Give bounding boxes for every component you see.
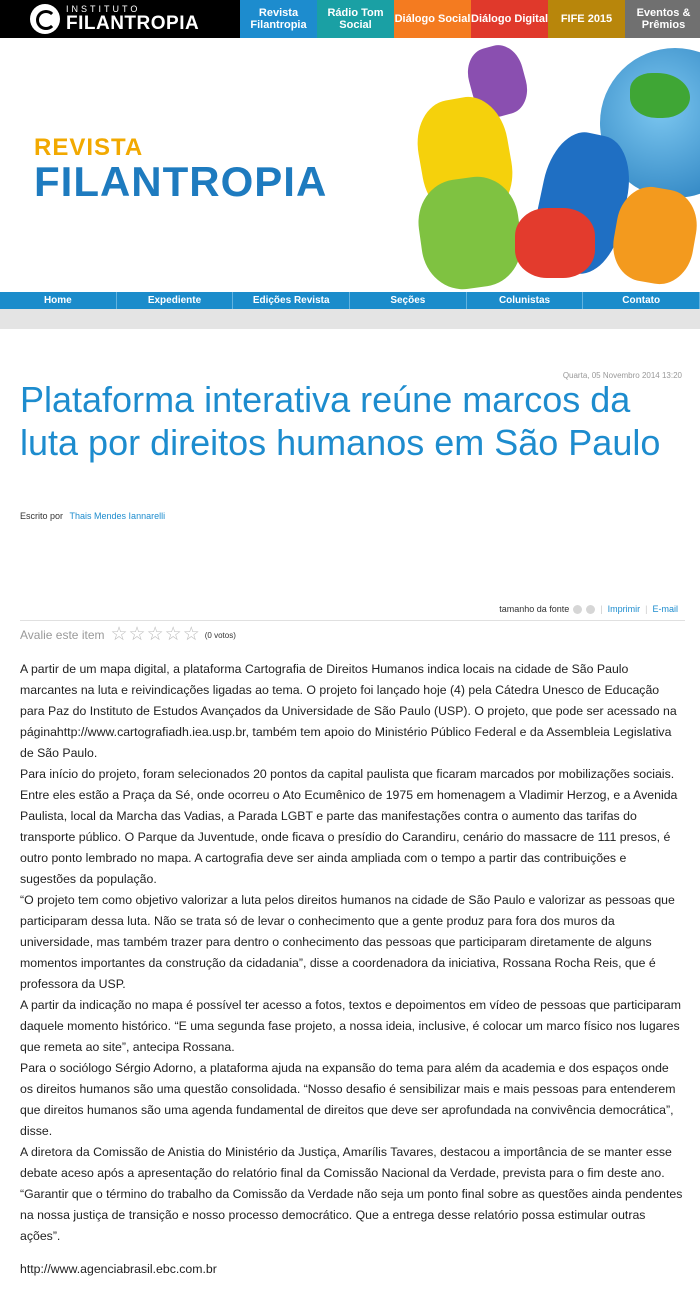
revista-label: REVISTA <box>34 134 144 161</box>
star-4-icon[interactable]: ☆ <box>164 624 182 645</box>
logo-small-text: INSTITUTO <box>66 4 141 14</box>
author-link[interactable]: Thais Mendes Iannarelli <box>69 511 166 521</box>
article-paragraph: “O projeto tem como objetivo valorizar a luta pelos direitos humanos na cidade de São Paulo e valorizar as pessoas que participaram dessa luta. Não se trata só de levar o conhecimento que a gente produz para fora dos muros da universidade, mas também trazer para dentro o conhecimento das pessoas que participaram diretamente de alguns momentos importantes da construção da cidadania”, disse a coordenadora da iniciativa, Rossana Rocha Reis, que é professora da USP. <box>20 893 675 991</box>
nav-secoes[interactable]: Seções <box>350 292 467 309</box>
rating-widget <box>20 624 236 645</box>
article-tools <box>499 604 678 614</box>
revista-filantropia-title[interactable] <box>34 134 328 205</box>
nav-contato[interactable]: Contato <box>583 292 700 309</box>
nav-home[interactable]: Home <box>0 292 117 309</box>
nav-edicoes-revista[interactable]: Edições Revista <box>233 292 350 309</box>
tab-eventos-premios[interactable]: Eventos & Prêmios <box>625 0 700 38</box>
font-increase-icon[interactable] <box>586 605 595 614</box>
separator: | <box>645 604 648 614</box>
font-decrease-icon[interactable] <box>573 605 582 614</box>
tab-fife-2015[interactable]: FIFE 2015 <box>548 0 625 38</box>
nav-expediente[interactable]: Expediente <box>117 292 234 309</box>
vote-count: (0 votos) <box>204 630 236 640</box>
article-paragraph: A diretora da Comissão de Anistia do Ministério da Justiça, Amarílis Tavares, destacou a importância de se manter esse debate aceso após a apresentação do relatório final da Comissão Nacional da Verdade, prevista para o fim deste ano. “Garantir que o término do trabalho da Comissão da Verdade não seja um ponto final sobre as questões ainda pendentes na nossa justiça de transição e nosso processo democrático. Que a entrega desse relatório possa estimular outras ações”. <box>20 1145 683 1243</box>
article-paragraph: Para o sociólogo Sérgio Adorno, a plataforma ajuda na expansão do tema para além da academia e dos espaços onde os direitos humanos são uma questão consolidada. “Nosso desafio é sensibilizar mais e mais pessoas para entenderem que direitos humanos são uma agenda fundamental de direitos que deve ser aprofundada na convivência democrática”, disse. <box>20 1061 676 1138</box>
figure-red <box>515 208 595 278</box>
byline <box>20 511 165 521</box>
article-paragraph: A partir da indicação no mapa é possível ter acesso a fotos, textos e depoimentos em vídeo de pessoas que participaram daquele momento histórico. “E uma segunda fase projeto, a nossa ideia, inclusive, é colocar um marco físico nos lugares que remeta ao site”, antecipa Rossana. <box>20 998 681 1054</box>
filantropia-label: FILANTROPIA <box>34 158 328 205</box>
logo-mark-icon <box>30 4 60 34</box>
article-paragraph: A partir de um mapa digital, a plataforma Cartografia de Direitos Humanos indica locais na cidade de São Paulo marcantes na luta e reivindicações ligadas ao tema. O projeto foi lançado hoje (4) pela Cátedra Unesco de Educação para Paz do Instituto de Estudos Avançados da Universidade de São Paulo (USP). O projeto, que pode ser acessado na páginahttp://www.cartografiadh.iea.usp.br, também tem apoio do Ministério Público Federal e da Assembleia Legislativa de São Paulo. <box>20 662 677 760</box>
tab-dialogo-social[interactable]: Diálogo Social <box>394 0 471 38</box>
hero-banner <box>0 38 700 292</box>
main-nav <box>0 292 700 309</box>
print-link[interactable]: Imprimir <box>607 604 641 614</box>
star-5-icon[interactable]: ☆ <box>182 624 200 645</box>
source-link[interactable]: http://www.agenciabrasil.ebc.com.br <box>20 1262 217 1276</box>
nav-colunistas[interactable]: Colunistas <box>467 292 584 309</box>
article-body <box>20 659 685 1247</box>
article-title: Plataforma interativa reúne marcos da luta por direitos humanos em São Paulo <box>20 379 661 463</box>
portal-tabs <box>240 0 700 38</box>
written-by-label: Escrito por <box>20 511 64 521</box>
logo-big-text: FILANTROPIA <box>66 13 200 34</box>
star-2-icon[interactable]: ☆ <box>128 624 146 645</box>
tab-dialogo-digital[interactable]: Diálogo Digital <box>471 0 548 38</box>
tab-radio-tom-social[interactable]: Rádio Tom Social <box>317 0 394 38</box>
top-bar <box>0 0 700 38</box>
email-link[interactable]: E-mail <box>652 604 678 614</box>
star-3-icon[interactable]: ☆ <box>146 624 164 645</box>
article-paragraph: Para início do projeto, foram selecionados 20 pontos da capital paulista que ficaram marcados por mobilizações sociais. Entre eles estão a Praça da Sé, onde ocorreu o Ato Ecumênico de 1975 em homenagem a Vladimir Herzog, e a Avenida Paulista, local da Marcha das Vadias, a Parada LGBT e parte das manifestações contra o aumento das tarifas do transporte público. O Parque da Juventude, onde ficava o presídio do Carandiru, cenário do massacre de 111 presos, é outro ponto lembrado no mapa. A cartografia deve ser ainda ampliada com o tempo a partir das contribuições e sugestões da população. <box>20 767 678 886</box>
separator: | <box>600 604 603 614</box>
rate-label: Avalie este item <box>20 628 105 642</box>
article-date: Quarta, 05 Novembro 2014 13:20 <box>562 371 682 380</box>
star-1-icon[interactable]: ☆ <box>110 624 128 645</box>
tab-revista-filantropia[interactable]: Revista Filantropia <box>240 0 317 38</box>
instituto-filantropia-logo[interactable] <box>30 3 199 35</box>
font-size-label: tamanho da fonte <box>499 604 570 614</box>
divider-band <box>0 309 700 329</box>
divider-line <box>20 620 685 621</box>
